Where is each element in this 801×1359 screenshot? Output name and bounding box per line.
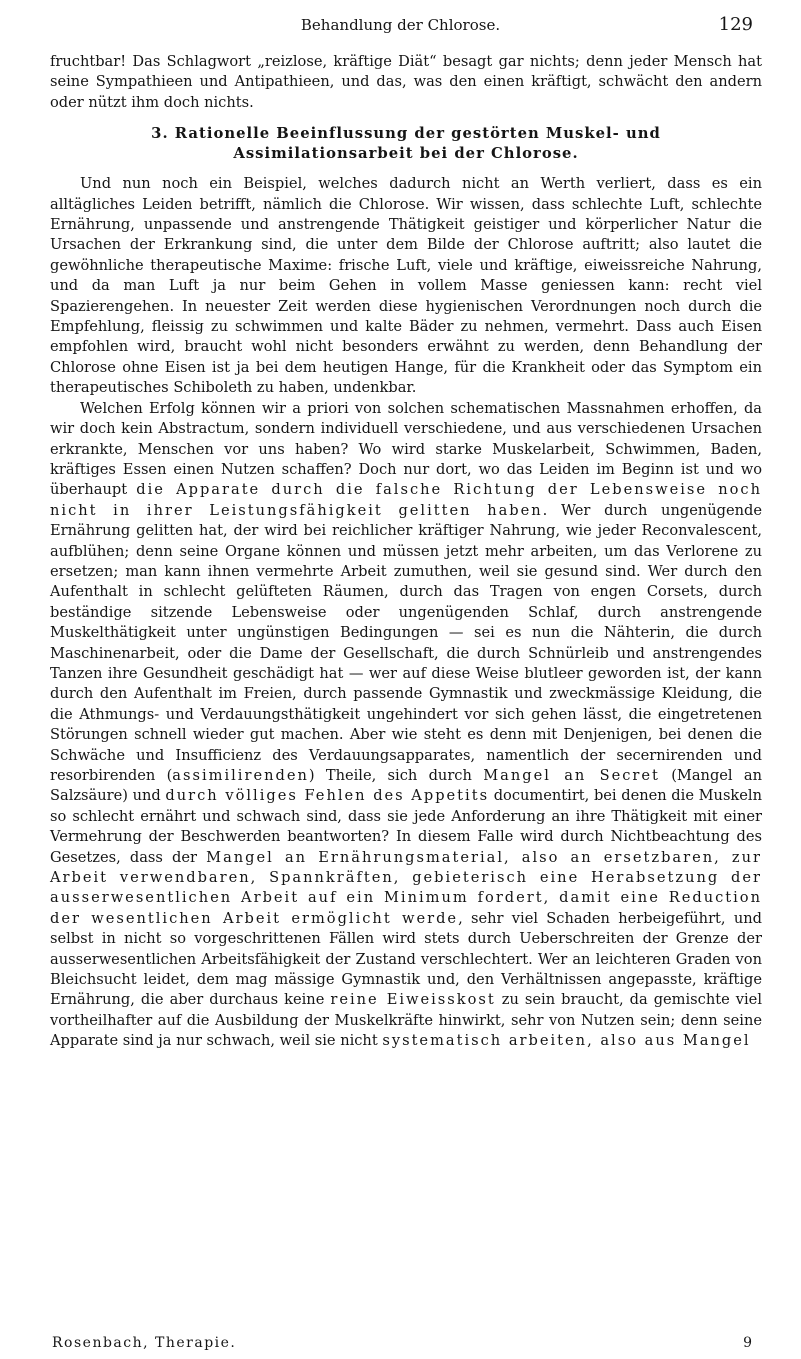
text-run: . Wer durch ungenügende Ernährung gelitten hat, der wird bei reichlicher kräftiger Nahrung, wie jeder Reconvalescent, aufblühen; denn seine Organe können und müssen jetzt mehr arbeiten, um das Verlorene zu ersetzen; man kann ihnen vermehrte Arbeit zumuthen, weil sie gesund sind. Wer durch den Aufenthalt in schlecht gelüfteten Räumen, durch das Tragen von engen Corsets, durch beständige sitzende Lebensweise oder ungenügenden Schlaf, durch anstrengende Muskelthätigkeit unter ungünstigen Bedingungen — sei es nun die Nähterin, die durch Maschinenarbeit, oder die Dame der Gesellschaft, die durch Schnürleib und anstrengendes Tanzen ihre Gesundheit geschädigt hat — wer auf diese Weise blutleer geworden ist, der kann durch den Aufenthalt im Freien, durch passende Gymnastik und zweckmässige Kleidung, die die Athmungs- und Verdauungsthätigkeit ungehindert vor sich gehen lässt, die eingetretenen Störungen schnell wieder gut machen. Aber wie steht es denn mit Denjenigen, bei denen die Schwäche und Insufficienz des Verdauungsapparates, namentlich der secernirenden und resorbirenden ( [50, 501, 762, 784]
text-run: zu sein braucht, da gemischte viel vortheilhafter auf die Ausbildung der Muskelkräfte hinwirkt, sehr von Nutzen sein; denn seine Apparate sind ja nur schwach, weil sie nicht [50, 991, 762, 1050]
text-run: , sehr viel Schaden herbeigeführt, und selbst in nicht so vorgeschrittenen Fällen wird stets durch Ueberschreiten der Grenze der ausserwesentlichen Arbeitsfähigkeit der Zustand verschlechtert. Wer an leichteren Graden von Bleichsucht leidet, dem mag mässige Gymnastik und, den Verhältnissen angepasste, kräftige Ernährung, die aber durchaus keine [50, 909, 762, 1009]
text-run: (Mangel an Salzsäure) und [50, 767, 763, 805]
intro-paragraph: fruchtbar! Das Schlagwort „reizlose, kräftige Diät“ besagt gar nichts; denn jeder Mensch hat seine Sympathieen und Antipathieen, und das, was den einen kräftigt, schwächt den andern oder nützt ihm doch nichts. [50, 53, 762, 111]
body-text [50, 52, 762, 1052]
sheet-number: 9 [743, 1335, 752, 1351]
text-run: Welchen Erfolg können wir a priori von solchen schematischen Massnahmen erhoffen, da wir doch kein Abstractum, sondern individuell verschiedene, und aus verschiedenen Ursachen erkrankte, Menschen vor uns haben? Wo wird starke Muskelarbeit, Schwimmen, Baden, kräftiges Essen einen Nutzen schaffen? Doch nur dort, wo das Leiden im Beginn ist und wo überhaupt [50, 399, 762, 499]
emphasis-systematisch: systematisch arbeiten, also aus Mangel [382, 1032, 751, 1050]
emphasis-eiweisskost: reine Eiweisskost [330, 991, 496, 1009]
emphasis-apparate: die Apparate durch die falsche Richtung der Lebensweise noch nicht in ihrer Leistungsfähigkeit gelitten haben [50, 481, 762, 519]
emphasis-fehlen-appetits: durch völliges Fehlen des Appetits [165, 787, 490, 805]
page-footer [52, 1334, 752, 1352]
emphasis-mangel-secret: Mangel an Secret [483, 767, 660, 784]
page-header [0, 14, 801, 40]
section-heading [50, 124, 762, 164]
paragraph-schematic-measures [50, 399, 762, 1052]
signature-line: Rosenbach, Therapie. [52, 1335, 237, 1351]
section-heading-line-1: 3. Rationelle Beeinflussung der gestörten Muskel- und [151, 125, 661, 143]
paragraph-chlorose-example: Und nun noch ein Beispiel, welches dadurch nicht an Werth verliert, dass es ein alltägliches Leiden betrifft, nämlich die Chlorose. Wir wissen, dass schlechte Luft, schlechte Ernährung, unpassende und anstrengende Thätigkeit geistiger und körperlicher Natur die Ursachen der Erkrankung sind, die unter dem Bilde der Chlorose auftritt; also lautet die gewöhnliche therapeutische Maxime: frische Luft, viele und kräftige, eiweissreiche Nahrung, und da man Luft ja nur beim Gehen in vollem Masse geniessen kann: recht viel Spazierengehen. In neuester Zeit werden diese hygienischen Verordnungen noch durch die Empfehlung, fleissig zu schwimmen und kalte Bäder zu nehmen, vermehrt. Dass auch Eisen empfohlen wird, braucht wohl nicht besonders erwähnt zu werden, denn Behandlung der Chlorose ohne Eisen ist ja bei dem heutigen Hange, für die Krankheit oder das Symptom ein therapeutisches Schiboleth zu haben, undenkbar. [50, 175, 762, 397]
running-title: Behandlung der Chlorose. [300, 16, 501, 34]
text-run: ) Theile, sich durch [308, 767, 484, 784]
emphasis-law-statement: Mangel an Ernährungsmaterial, also an ersetzbaren, zur Arbeit verwendbaren, Spannkräften, gebieterisch eine Herabsetzung der ausserwesentlichen Arbeit auf ein Minimum fordert, damit eine Reduction der wesentlichen Arbeit ermöglicht werde [50, 848, 762, 927]
text-run: documentirt, bei denen die Muskeln so schlecht ernährt und schwach sind, dass sie jede Anforderung an ihre Thätigkeit mit einer Vermehrung der Beschwerden beantworten? In diesem Falle wird durch Nichtbeachtung des Gesetzes, dass der [50, 787, 762, 866]
page-number: 129 [718, 14, 753, 35]
emphasis-assimilirenden: assimilirenden [172, 767, 309, 784]
section-heading-line-2: Assimilationsarbeit bei der Chlorose. [233, 145, 579, 163]
